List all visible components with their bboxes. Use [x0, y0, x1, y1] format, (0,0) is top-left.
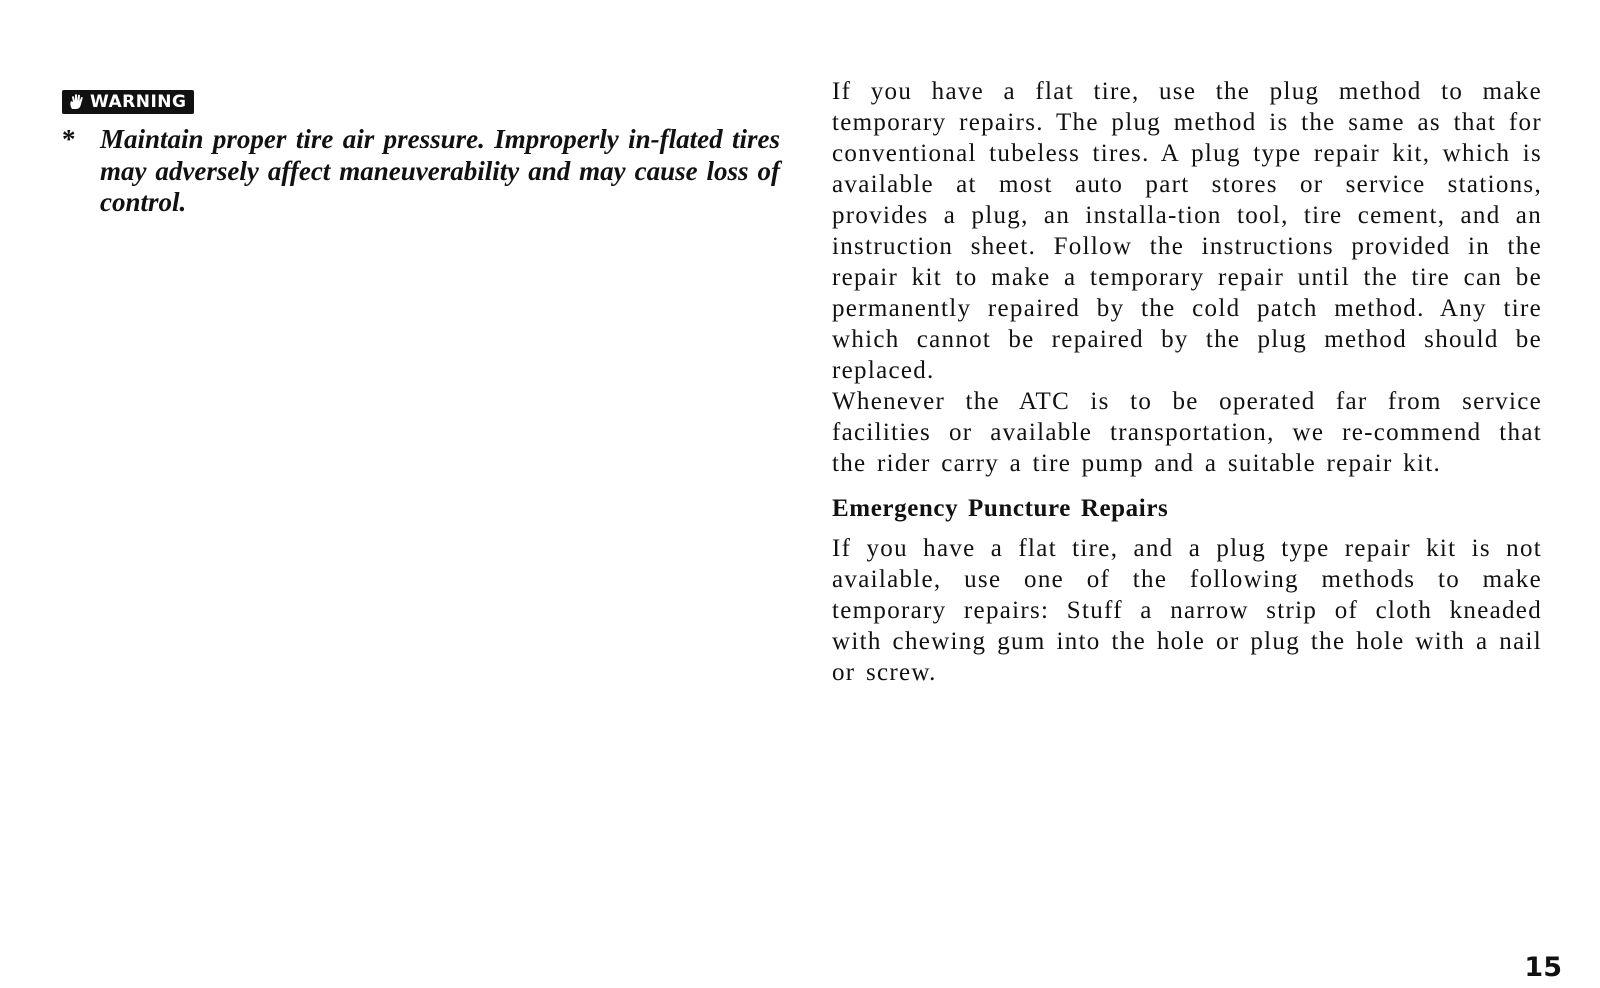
section-heading: Emergency Puncture Repairs — [832, 495, 1169, 522]
plug-method-paragraph: If you have a flat tire, use the plug method to make temporary repairs. The plug method is the same as that for conventional tubeless tires. A plug type repair kit, which is available at most auto part stores or service stations, provides a plug, an installa-tion tool, tire cement, and an instruction sheet. Follow the instructions provided in the repair kit to make a temporary repair until the tire can be permanently repaired by the cold patch method. Any tire which cannot be repaired by the plug method should be replaced. — [832, 78, 1542, 384]
warning-block — [62, 90, 780, 219]
page-number: 15 — [1524, 952, 1562, 983]
warning-item — [62, 124, 780, 219]
repair-kit-paragraph: Whenever the ATC is to be operated far from service facilities or available transportation, we re-commend that the rider carry a tire pump and a suitable repair kit. — [832, 388, 1542, 477]
emergency-repair-paragraph: If you have a flat tire, and a plug type repair kit is not available, use one of the following methods to make temporary repairs: Stuff a narrow strip of cloth kneaded with chewing gum into the hole or plug the hole with a nail or screw. — [832, 535, 1542, 686]
warning-badge — [62, 90, 194, 114]
warning-label: WARNING — [90, 92, 187, 112]
warning-bullet: * — [62, 124, 76, 154]
hand-icon — [68, 93, 86, 111]
warning-text: Maintain proper tire air pressure. Improperly in-flated tires may adversely affect maneuverability and may cause loss of control. — [100, 124, 780, 217]
main-text-column — [832, 76, 1542, 688]
